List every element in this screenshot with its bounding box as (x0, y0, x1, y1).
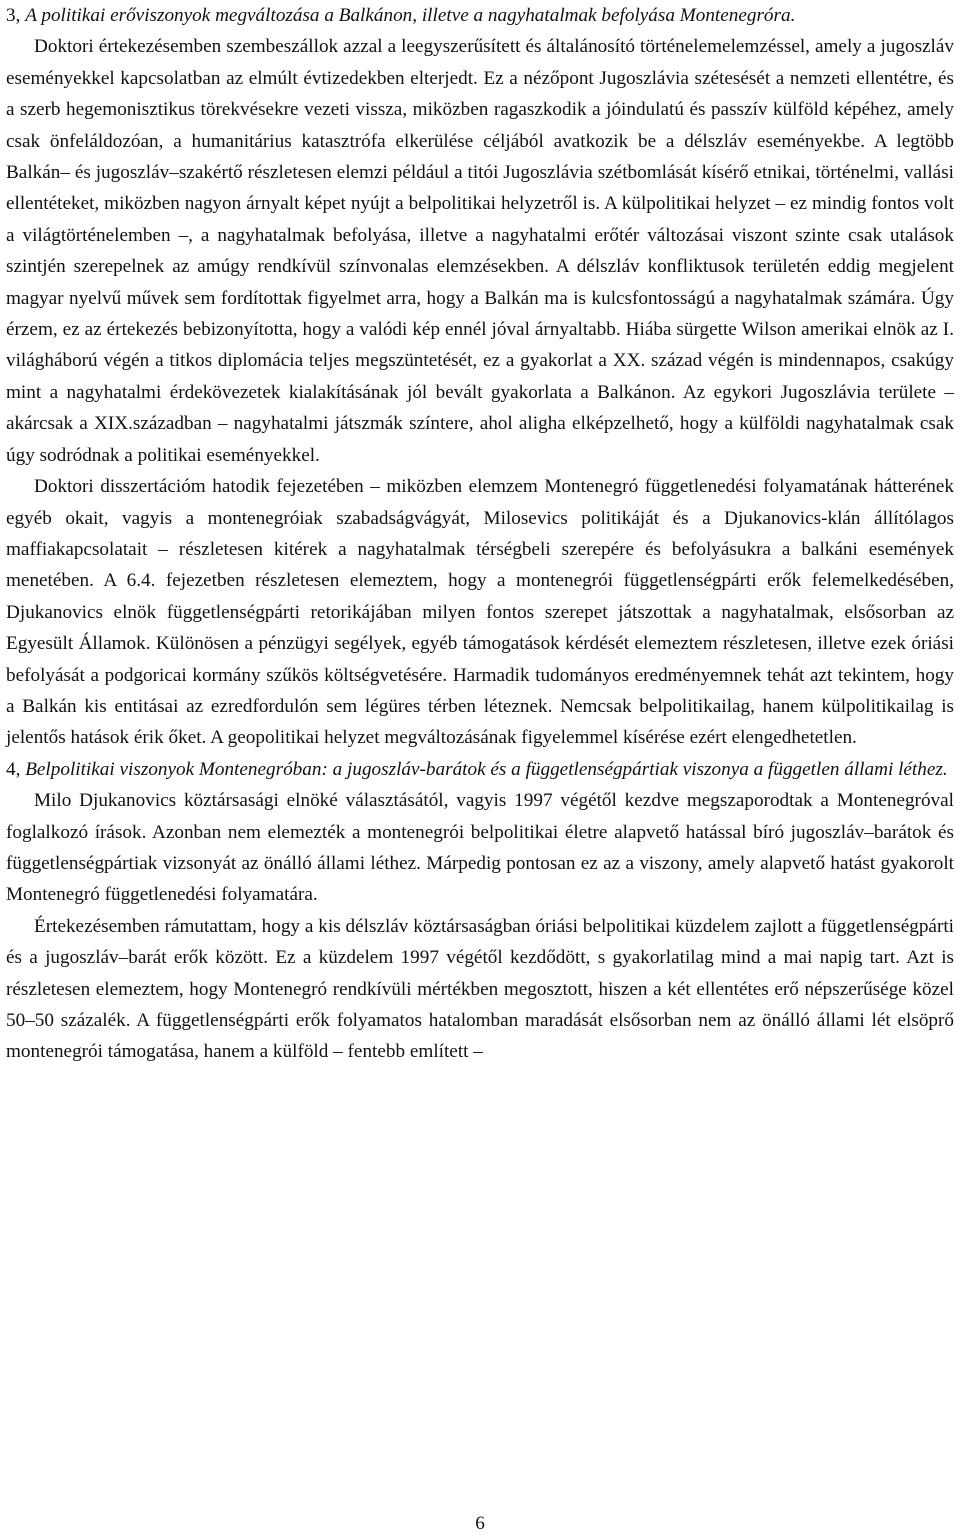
paragraph-4: Értekezésemben rámutattam, hogy a kis délszláv köztársaságban óriási belpolitikai küzdelem zajlott a függetlenségpárti és a jugoszláv–barát erők között. Ez a küzdelem 1997 végétől kezdődött, s gyakorlatilag mind a mai napig tart. Azt is részletesen elemeztem, hogy Montenegró rendkívüli mértékben megosztott, hiszen a két ellentétes erő népszerűsége közel 50–50 százalék. A függetlenségpárti erők folyamatos hatalomban maradását elsősorban nem az önálló állami lét elsöprő montenegrói támogatása, hanem a külföld – fentebb említett – (6, 915, 954, 1063)
paragraph-2: Doktori disszertációm hatodik fejezetében – miközben elemzem Montenegró függetlenedési folyamatának hátterének egyéb okait, vagyis a montenegróiak szabadságvágyát, Milosevics politikáját és a Djukanovics-klán állítólagos maffiakapcsolatait – részletesen kitérek a nagyhatalmak térségbeli szerepére és befolyásukra a balkáni események menetében. A 6.4. fejezetben részletesen elemeztem, hogy a montenegrói függetlenségpárti erők felemelkedésében, Djukanovics elnök függetlenségpárti retorikájában milyen fontos szerepet játszottak a nagyhatalmak, elsősorban az Egyesült Államok. Különösen a pénzügyi segélyek, egyéb támogatások kérdését elemeztem részletesen, illetve ezek óriási befolyását a podgoricai kormány szűkös költségvetésére. Harmadik tudományos eredményemnek tehát azt tekintem, hogy a Balkán kis entitásai az ezredfordulón sem légüres térben léteznek. Nemcsak belpolitikailag, hanem külpolitikailag is jelentős hatások érik őket. A geopolitikai helyzet megváltozásának figyelemmel kísérése ezért elengedhetetlen. (6, 476, 954, 749)
paragraph-1: Doktori értekezésemben szembeszállok azzal a leegyszerűsített és általánosító történelemelemzéssel, amely a jugoszláv eseményekkel kapcsolatban az elmúlt évtizedekben elterjedt. Ez a nézőpont Jugoszlávia szétesését a nemzeti ellentétre, és a szerb hegemonisztikus törekvésekre vezeti vissza, miközben ragaszkodik a jóindulatú és passzív külföld képéhez, amely csak önfeláldozóan, a humanitárius katasztrófa elkerülése céljából avatkozik be a délszláv eseményekbe. A legtöbb Balkán– és jugoszláv–szakértő részletesen elemzi például a titói Jugoszlávia szétbomlását kísérő etnikai, történelmi, vallási ellentéteket, miközben nagyon árnyalt képet nyújt a belpolitikai helyzetről is. A külpolitikai helyzet – ez mindig fontos volt a világtörténelemben –, a nagyhatalmak befolyása, illetve a nagyhatalmi erőtér változásai viszont szinte csak utalások szintjén szerepelnek az amúgy rendkívül színvonalas elemzésekben. A délszláv konfliktusok területén eddig megjelent magyar nyelvű művek sem fordítottak figyelmet arra, hogy a Balkán ma is kulcsfontosságú a nagyhatalmak számára. Úgy érzem, ez az értekezés bebizonyította, hogy a valódi kép ennél jóval árnyaltabb. Hiába sürgette Wilson amerikai elnök az I. világháború végén a titkos diplomácia teljes megszüntetését, ez a gyakorlat a XX. század végén is mindennapos, csakúgy mint a nagyhatalmi érdekövezetek kialakításának jól bevált gyakorlata a Balkánon. Az egykori Jugoszlávia területe – akárcsak a XIX.században – nagyhatalmi játszmák színtere, ahol aligha elképzelhető, hogy a külföldi nagyhatalmak csak úgy sodródnak a politikai eseményekkel. (6, 36, 954, 466)
paragraph-3: Milo Djukanovics köztársasági elnöké választásától, vagyis 1997 végétől kezdve megszaporodtak a Montenegróval foglalkozó írások. Azonban nem elemezték a montenegrói belpolitikai életre alapvető hatással bíró jugoszláv–barátok és függetlenségpártiak vizsonyát az önálló állami léthez. Márpedig pontosan ez az a viszony, amely alapvető hatást gyakorolt Montenegró függetlenedési folyamatára. (6, 790, 954, 906)
section-3-title: A politikai erőviszonyok megváltozása a Balkánon, illetve a nagyhatalmak befolyása Montenegróra. (25, 5, 796, 26)
section-4-heading (6, 754, 954, 785)
section-4-title: Belpolitikai viszonyok Montenegróban: a jugoszláv-barátok és a függetlenségpártiak viszonya a független állami léthez. (25, 758, 948, 780)
page-number: 6 (475, 1513, 485, 1534)
section-3-heading (6, 0, 954, 31)
section-4-number: 4, (6, 758, 21, 780)
section-3-number: 3, (6, 5, 21, 26)
document-page (6, 0, 954, 1068)
